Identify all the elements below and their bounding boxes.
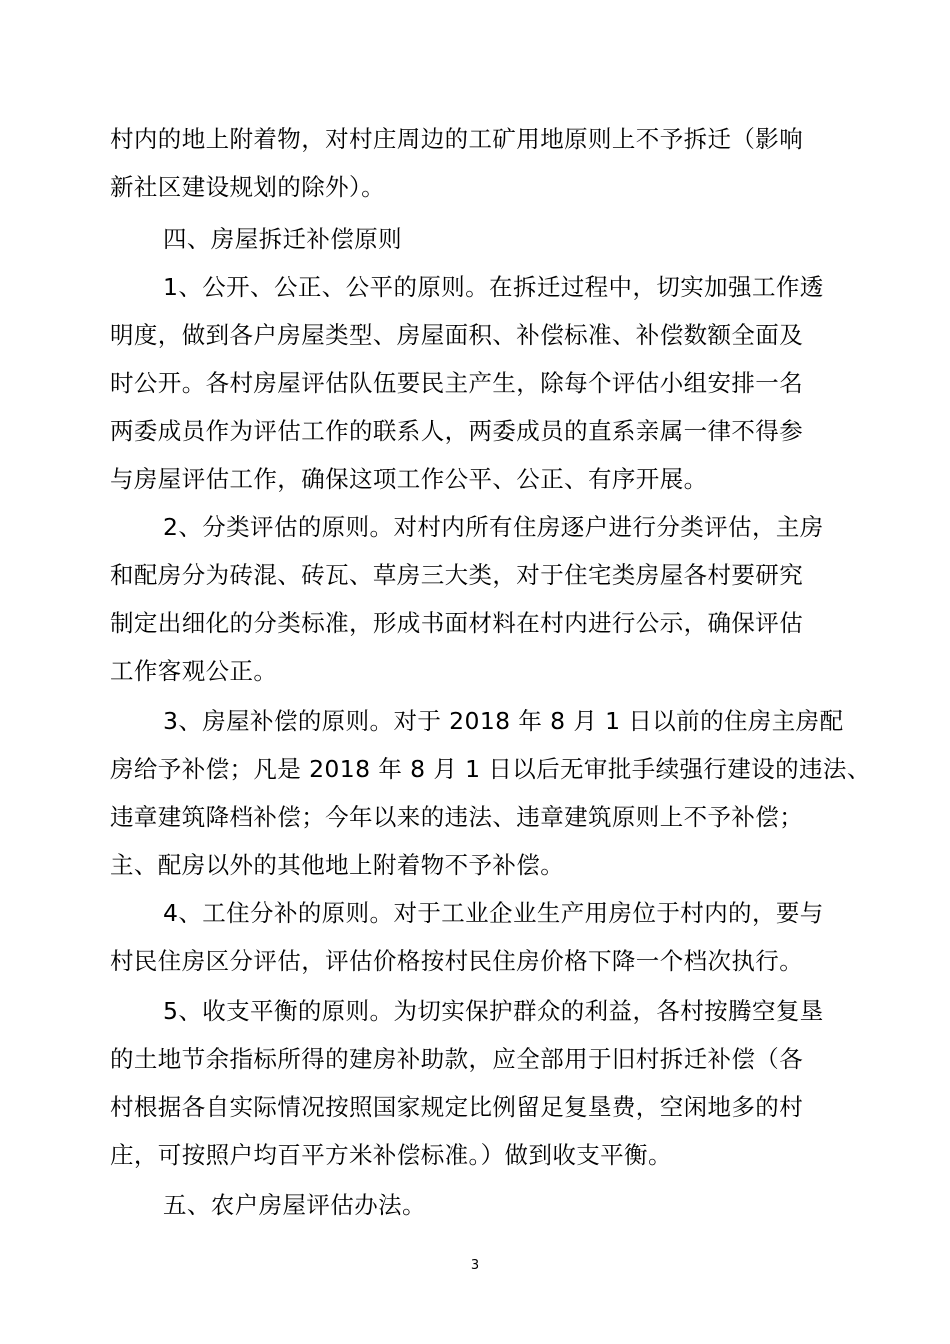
text-line-16: 主、配房以外的其他地上附着物不予补偿。 xyxy=(110,851,565,879)
text-line-11: 制定出细化的分类标准，形成书面材料在村内进行公示，确保评估 xyxy=(110,609,804,637)
section-heading-five: 五、农户房屋评估办法。 xyxy=(163,1191,426,1219)
text-line-21: 村根据各自实际情况按照国家规定比例留足复垦费，空闲地多的村 xyxy=(110,1093,804,1121)
text-line-5: 明度，做到各户房屋类型、房屋面积、补偿标准、补偿数额全面及 xyxy=(110,321,804,349)
section-heading-four: 四、房屋拆迁补偿原则 xyxy=(163,225,402,253)
text-line-20: 的土地节余指标所得的建房补助款，应全部用于旧村拆迁补偿（各 xyxy=(110,1045,804,1073)
text-line-22: 庄，可按照户均百平方米补偿标准。）做到收支平衡。 xyxy=(110,1141,672,1169)
text-line-12: 工作客观公正。 xyxy=(110,657,278,685)
text-line-15: 违章建筑降档补偿；今年以来的违法、违章建筑原则上不予补偿； xyxy=(110,803,804,831)
text-line-18: 村民住房区分评估，评估价格按村民住房价格下降一个档次执行。 xyxy=(110,947,804,975)
text-line-6: 时公开。各村房屋评估队伍要民主产生，除每个评估小组安排一名 xyxy=(110,369,804,397)
text-line-13: 3、房屋补偿的原则。对于 2018 年 8 月 1 日以前的住房主房配 xyxy=(163,707,844,735)
text-line-1: 村内的地上附着物，对村庄周边的工矿用地原则上不予拆迁（影响 xyxy=(110,125,804,153)
text-line-4: 1、公开、公正、公平的原则。在拆迁过程中，切实加强工作透 xyxy=(163,273,824,301)
text-line-9: 2、分类评估的原则。对村内所有住房逐户进行分类评估，主房 xyxy=(163,513,824,541)
text-line-2: 新社区建设规划的除外）。 xyxy=(110,173,386,201)
page-number: 3 xyxy=(470,1258,480,1273)
text-line-14: 房给予补偿；凡是 2018 年 8 月 1 日以后无审批手续强行建设的违法、 xyxy=(110,755,871,783)
text-line-10: 和配房分为砖混、砖瓦、草房三大类，对于住宅类房屋各村要研究 xyxy=(110,561,804,589)
text-line-19: 5、收支平衡的原则。为切实保护群众的利益，各村按腾空复垦 xyxy=(163,997,824,1025)
text-line-17: 4、工住分补的原则。对于工业企业生产用房位于村内的，要与 xyxy=(163,899,824,927)
text-line-7: 两委成员作为评估工作的联系人，两委成员的直系亲属一律不得参 xyxy=(110,417,804,445)
text-line-8: 与房屋评估工作，确保这项工作公平、公正、有序开展。 xyxy=(110,465,708,493)
